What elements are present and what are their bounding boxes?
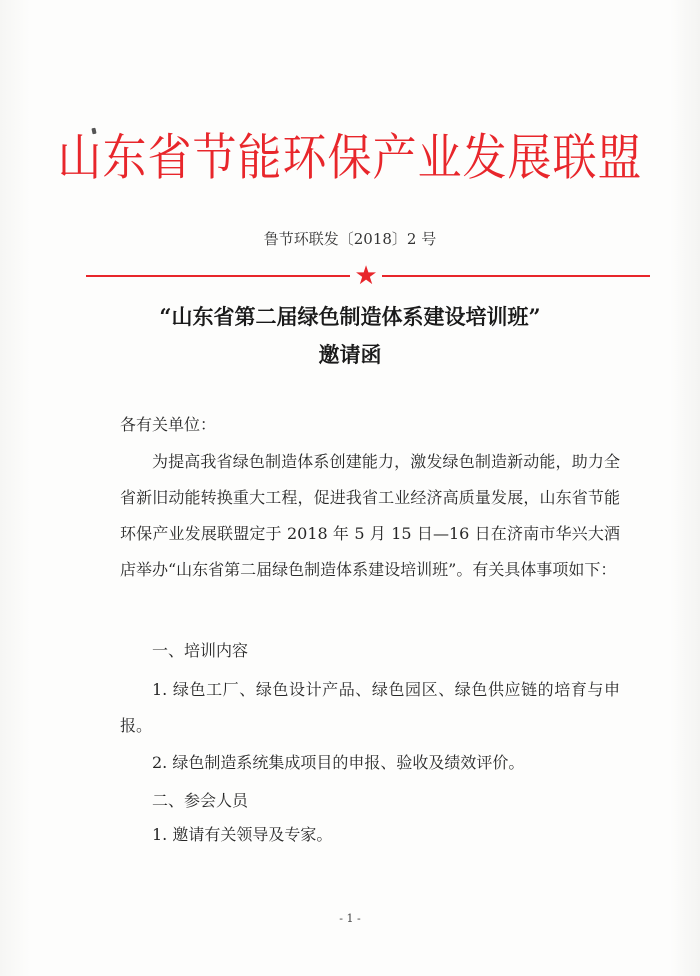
intro-paragraph-block [120,444,620,588]
section-2-title: 二、参会人员 [152,791,249,810]
red-divider-right [382,275,650,277]
document-number: 鲁节环联发〔2018〕2 号 [263,230,437,248]
red-divider-left [86,275,350,277]
section-1-item-1: 1. 绿色工厂、绿色设计产品、绿色园区、绿色供应链的培育与申报。 [120,680,620,735]
page-number: - 1 - [339,912,361,925]
salutation: 各有关单位： [120,415,217,434]
document-heading-subtitle: 邀请函 [318,342,382,367]
section-2-item-1: 1. 邀请有关领导及专家。 [152,825,333,844]
red-star-icon: ★ [354,261,378,291]
intro-paragraph: 为提高我省绿色制造体系创建能力，激发绿色制造新动能，助力全省新旧动能转换重大工程，促进我省工业经济高质量发展，山东省节能环保产业发展联盟定于 2018 年 5 月 15 日—16 日在济南市华兴大酒店举办“山东省第二届绿色制造体系建设培训班”。有关具体事项如下： [120,452,620,579]
organization-title: 山东省节能环保产业发展联盟 [57,129,643,187]
section-1-item-2: 2. 绿色制造系统集成项目的申报、验收及绩效评价。 [152,753,525,772]
section-1-title: 一、培训内容 [152,641,249,660]
document-heading: “山东省第二届绿色制造体系建设培训班” [159,304,541,329]
